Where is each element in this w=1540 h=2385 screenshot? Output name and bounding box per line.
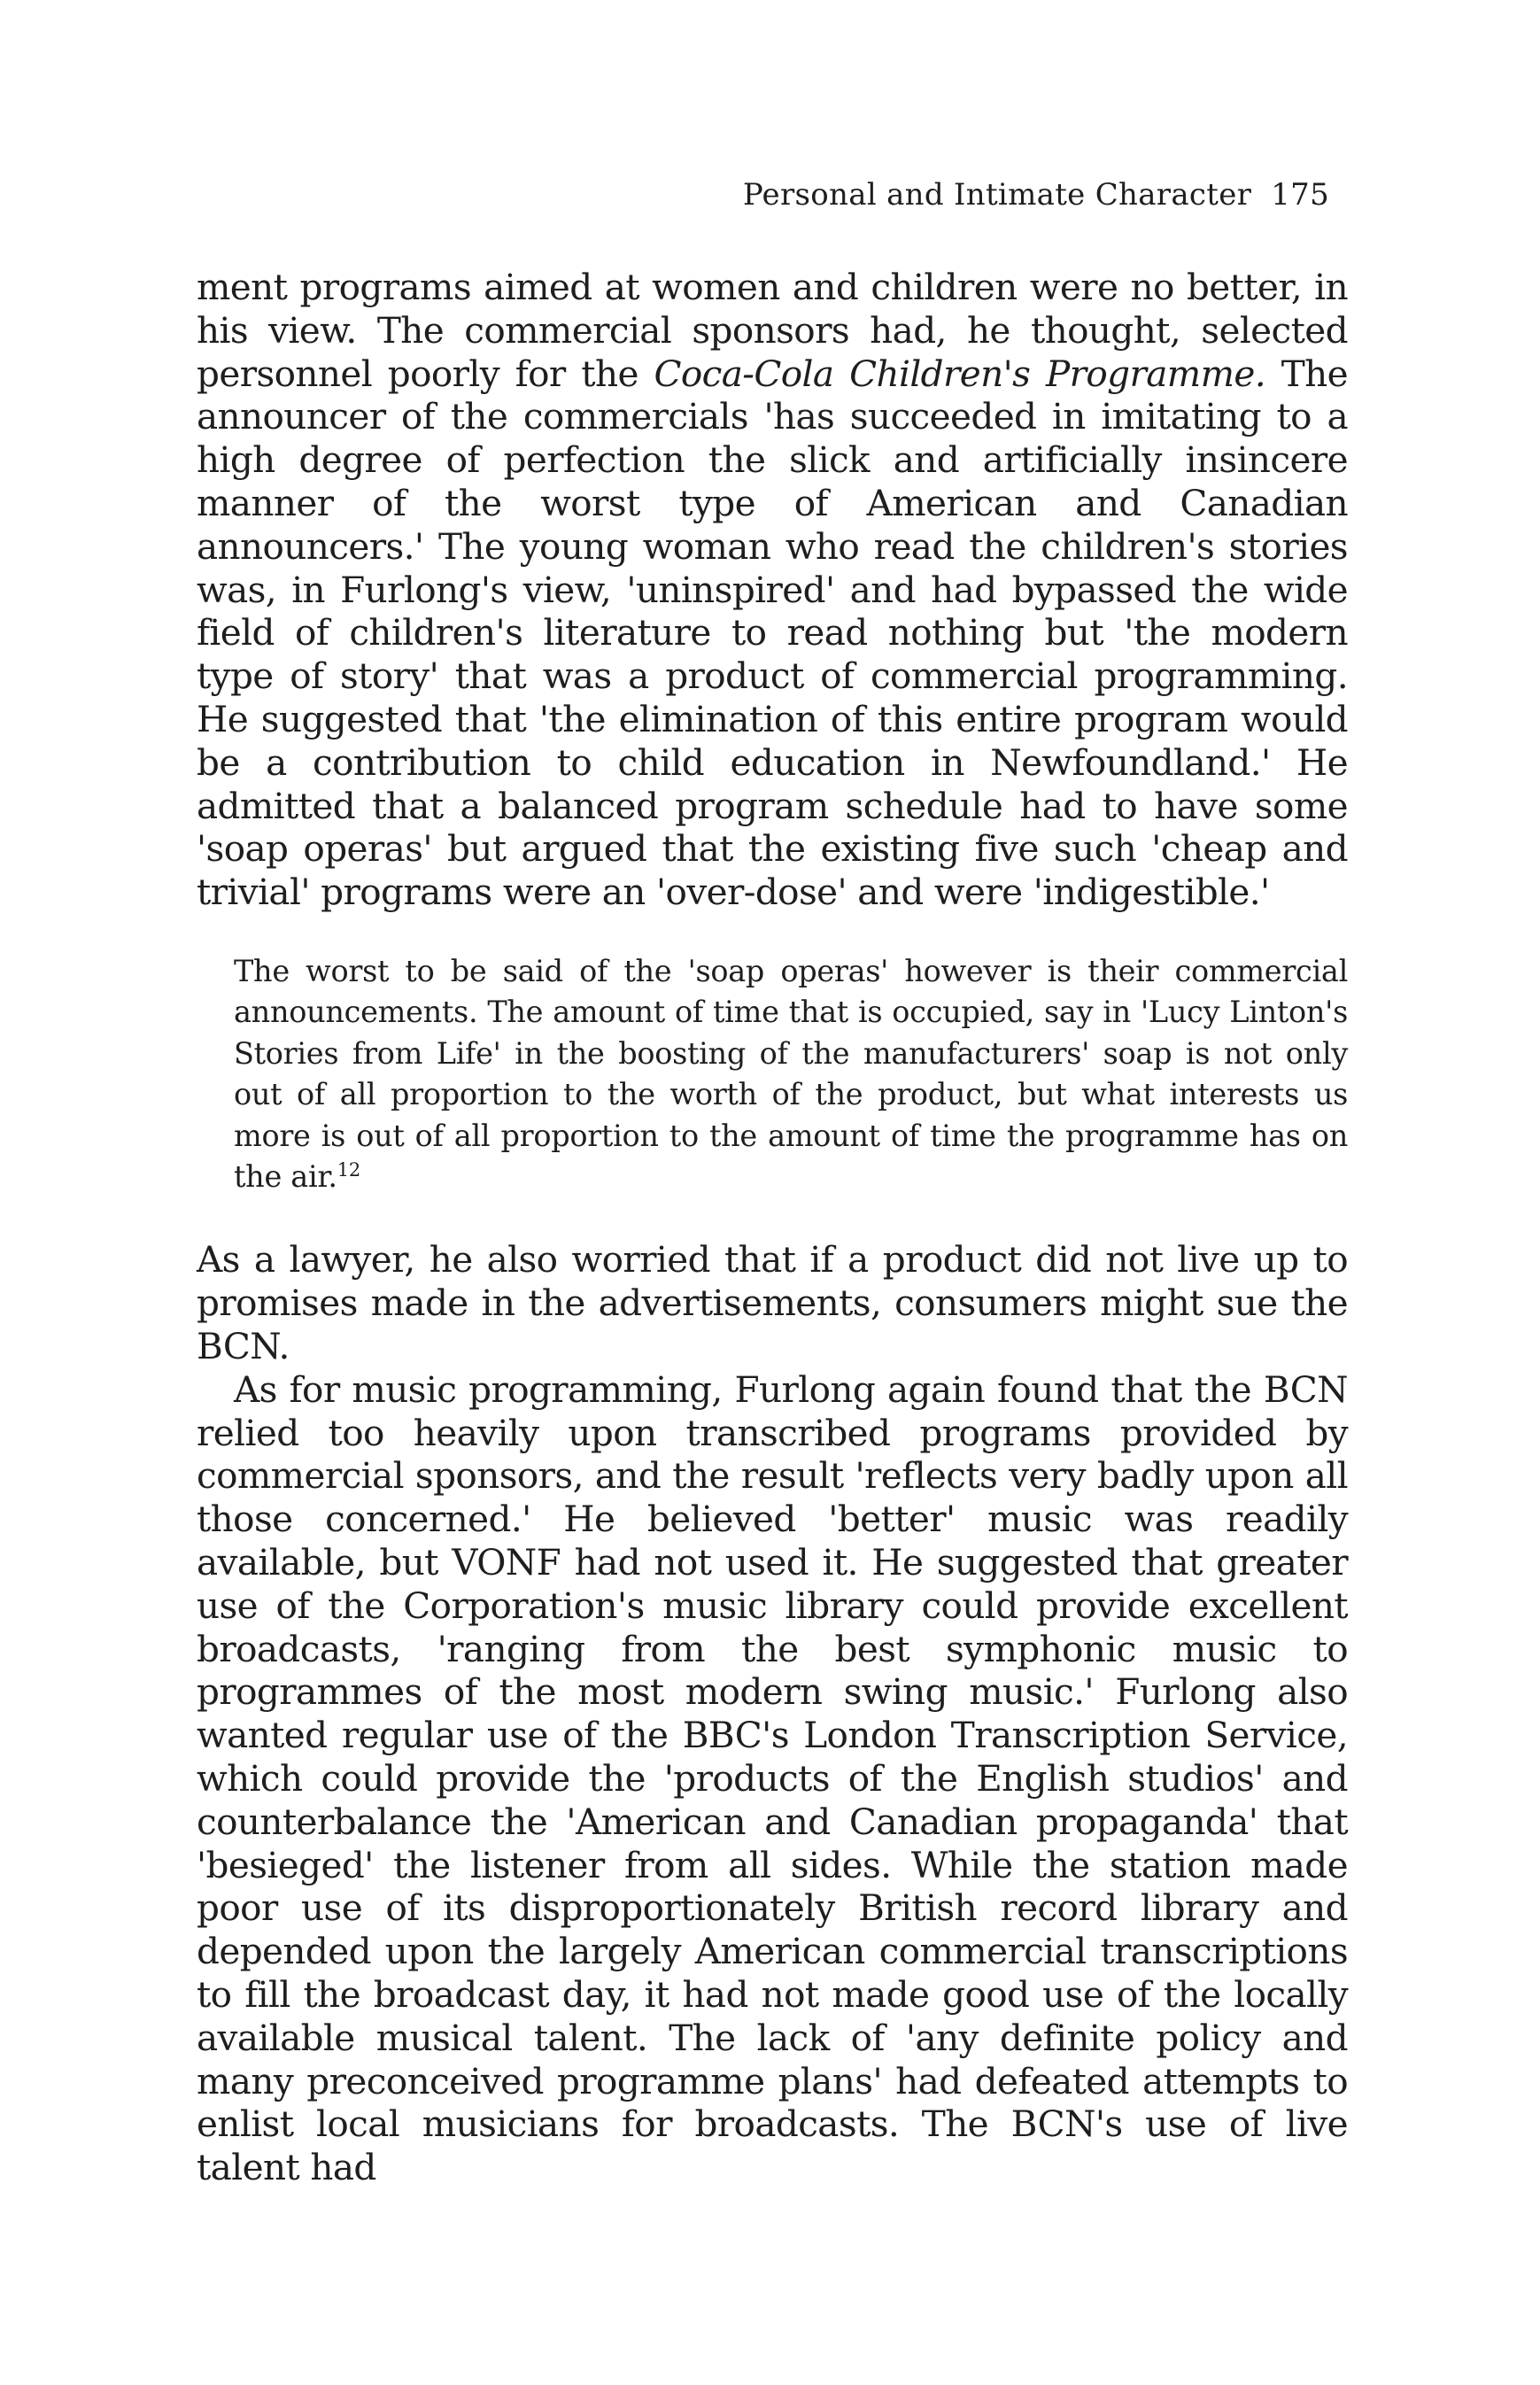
paragraph-1-text-start: ment programs aimed at women and children were no better, in his view. The commercial sponsors had, he thought, selected personnel poorly for the [197, 266, 1348, 395]
program-title-italic: Coca-Cola Children's Programme. [654, 352, 1266, 395]
paragraph-1-text-end: The announcer of the commercials 'has succeeded in imitating to a high degree of perfection the slick and artificially insincere manner of the worst type of American and Canadian announcers.' The young woman who read the children's stories was, in Furlong's view, 'uninspired' and had bypassed the wide field of children's literature to read nothing but 'the modern type of story' that was a product of commercial programming. He suggested that 'the elimination of this entire program would be a contribution to child education in Newfoundland.' He admitted that a balanced program schedule had to have some 'soap operas' but argued that the existing five such 'cheap and trivial' programs were an 'over-dose' and were 'indigestible.' [197, 352, 1348, 914]
paragraph-3: As for music programming, Furlong again found that the BCN relied too heavily upon transcribed programs provided by commercial sponsors, and the result 'reflects very badly upon all those concerned.' He believed 'better' music was readily available, but VONF had not used it. He suggested that greater use of the Corporation's music library could provide excellent broadcasts, 'ranging from the best symphonic music to programmes of the most modern swing music.' Furlong also wanted regular use of the BBC's London Transcription Service, which could provide the 'products of the English studios' and counterbalance the 'American and Canadian propaganda' that 'besieged' the listener from all sides. While the station made poor use of its disproportionately British record library and depended upon the largely American commercial transcriptions to fill the broadcast day, it had not made good use of the locally available musical talent. The lack of 'any definite policy and many preconceived programme plans' had defeated attempts to enlist local musicians for broadcasts. The BCN's use of live talent had [197, 1367, 1348, 2189]
page-number: 175 [1271, 177, 1329, 213]
paragraph-1 [197, 266, 1348, 914]
body-text [197, 266, 1348, 2189]
footnote-reference: 12 [337, 1158, 360, 1181]
running-head [743, 177, 1329, 213]
paragraph-2: As a lawyer, he also worried that if a product did not live up to promises made in the advertisements, consumers might sue the BCN. [197, 1238, 1348, 1367]
block-quote [234, 951, 1348, 1197]
running-head-title: Personal and Intimate Character [742, 177, 1252, 213]
block-quote-text: The worst to be said of the 'soap operas' however is their commercial announcements. The amount of time that is occupied, say in 'Lucy Linton's Stories from Life' in the boosting of the manufacturers' soap is not only out of all proportion to the worth of the product, but what interests us more is out of all proportion to the amount of time the programme has on the air. [234, 953, 1348, 1194]
